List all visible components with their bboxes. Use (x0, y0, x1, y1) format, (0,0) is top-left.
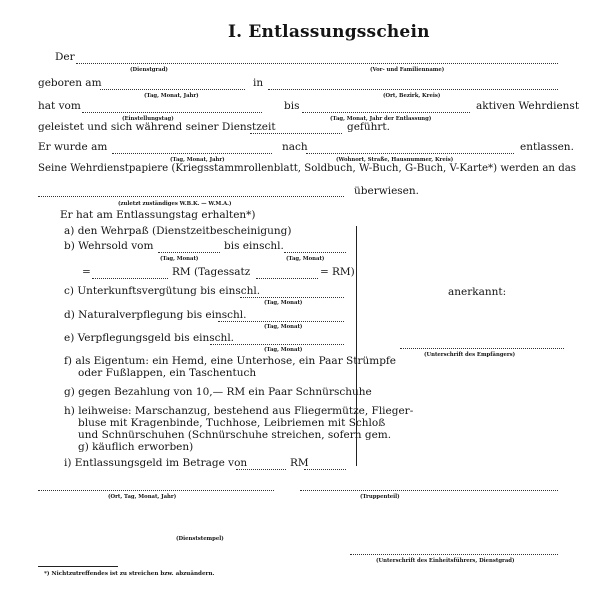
naturalverpflegung-caption: (Tag, Monat) (264, 324, 303, 330)
einheitsfuehrer-signature-field[interactable] (350, 554, 558, 555)
naturalverpflegung-field[interactable] (218, 321, 344, 322)
er-wurde-label: Er wurde am (38, 141, 108, 153)
destination-field[interactable] (306, 153, 514, 154)
name-caption: (Vor- und Familienname) (370, 67, 445, 73)
footnote: *) Nichtzutreffendes ist zu streichen bzw. abzuändern. (44, 571, 215, 577)
wehrsold-to-field[interactable] (284, 252, 346, 253)
item-i-label: i) Entlassungsgeld im Betrage von (64, 457, 248, 469)
birthdate-caption: (Tag, Monat, Jahr) (144, 93, 199, 99)
birthplace-caption: (Ort, Bezirk, Kreis) (383, 93, 441, 99)
conduct-field[interactable] (250, 133, 342, 134)
einheitsfuehrer-caption: (Unterschrift des Einheitsführers, Dienstgrad) (376, 558, 515, 564)
verpflegungsgeld-field[interactable] (210, 344, 344, 345)
unterkunft-field[interactable] (240, 297, 344, 298)
nach-label: nach (282, 141, 308, 153)
wbk-caption: (zuletzt zuständiges W.B.K. — W.M.A.) (118, 201, 232, 207)
entlassungsgeld-field[interactable] (236, 469, 286, 470)
item-f-line1: f) als Eigentum: ein Hemd, eine Unterhose, ein Paar Strümpfe (64, 355, 397, 367)
item-h-line2: bluse mit Kragenbinde, Tuchhose, Leibriemen mit Schloß (78, 417, 386, 429)
dienststempel-caption: (Dienststempel) (176, 536, 224, 542)
ort-datum-field[interactable] (38, 490, 274, 491)
einstellungstag-caption: (Einstellungstag) (122, 116, 174, 122)
wehrsold-rm-close: RM) (332, 266, 355, 278)
tagessatz-field[interactable] (256, 278, 318, 279)
footnote-rule (38, 566, 118, 567)
item-b-label: b) Wehrsold vom (64, 240, 154, 252)
geleistet-label: geleistet und sich während seiner Dienstzeit (38, 121, 276, 133)
birthdate-field[interactable] (100, 89, 245, 90)
item-a: a) den Wehrpaß (Dienstzeitbescheinigung) (64, 225, 292, 237)
item-e: e) Verpflegungsgeld bis einschl. (64, 332, 235, 344)
empfaenger-signature-field[interactable] (400, 348, 564, 349)
discharge-date-field[interactable] (112, 153, 272, 154)
service-end-field[interactable] (302, 112, 470, 113)
anerkannt-label: anerkannt: (448, 286, 507, 298)
wohnort-caption: (Wohnort, Straße, Hausnummer, Kreis) (336, 157, 454, 163)
item-c: c) Unterkunftsvergütung bis einschl. (64, 285, 261, 297)
service-start-field[interactable] (82, 112, 262, 113)
bis-label: bis (284, 100, 300, 112)
truppenteil-caption: (Truppenteil) (360, 494, 400, 500)
entlassen-label: entlassen. (520, 141, 574, 153)
discharge-date-caption: (Tag, Monat, Jahr) (170, 157, 225, 163)
aktiven-wehrdienst-label: aktiven Wehrdienst (476, 100, 580, 112)
item-i-rm: RM (290, 457, 309, 469)
item-f-line2: oder Fußlappen, ein Taschentuch (78, 367, 257, 379)
erhalten-heading: Er hat am Entlassungstag erhalten*) (60, 209, 256, 221)
item-h-line3: und Schnürschuhen (Schnürschuhe streichen, sofern gem. (78, 429, 392, 441)
gefuehrt-label: geführt. (347, 121, 390, 133)
truppenteil-field[interactable] (300, 490, 558, 491)
hat-vom-label: hat vom (38, 100, 81, 112)
dienstgrad-caption: (Dienstgrad) (130, 67, 168, 73)
wbk-field[interactable] (38, 196, 344, 197)
item-h-line1: h) leihweise: Marschanzug, bestehend aus Fliegermütze, Flieger- (64, 405, 414, 417)
empfaenger-caption: (Unterschrift des Empfängers) (424, 352, 516, 358)
in-label: in (253, 77, 264, 89)
wehrsold-eq-2: = (320, 266, 329, 278)
wehrdienstpapiere-text: Seine Wehrdienstpapiere (Kriegsstammrollenblatt, Soldbuch, W-Buch, G-Buch, V-Karte*) werden an das (38, 163, 577, 174)
item-g: g) gegen Bezahlung von 10,— RM ein Paar Schnürschuhe (64, 386, 372, 398)
entlassung-caption: (Tag, Monat, Jahr der Entlassung) (330, 116, 432, 122)
unterkunft-caption: (Tag, Monat) (264, 300, 303, 306)
wehrsold-from-field[interactable] (158, 252, 220, 253)
name-field[interactable] (76, 63, 558, 64)
verpflegungsgeld-caption: (Tag, Monat) (264, 347, 303, 353)
item-h-line4: g) käuflich erworben) (78, 441, 194, 453)
page-title: I. Entlassungsschein (228, 22, 430, 42)
item-d: d) Naturalverpflegung bis einschl. (64, 309, 247, 321)
ort-datum-caption: (Ort, Tag, Monat, Jahr) (108, 494, 177, 500)
wehrsold-eq-1: = (82, 266, 91, 278)
geboren-label: geboren am (38, 77, 102, 89)
wehrsold-to-caption: (Tag, Monat) (286, 256, 325, 262)
wehrsold-rm-label: RM (Tagessatz (172, 266, 251, 278)
der-label: Der (55, 51, 75, 63)
ueberwiesen-label: überwiesen. (354, 185, 419, 197)
entlassungsgeld-pf-field[interactable] (304, 469, 346, 470)
wehrsold-from-caption: (Tag, Monat) (160, 256, 199, 262)
birthplace-field[interactable] (268, 89, 558, 90)
item-b-bis: bis einschl. (224, 240, 284, 252)
wehrsold-amount-field[interactable] (92, 278, 168, 279)
